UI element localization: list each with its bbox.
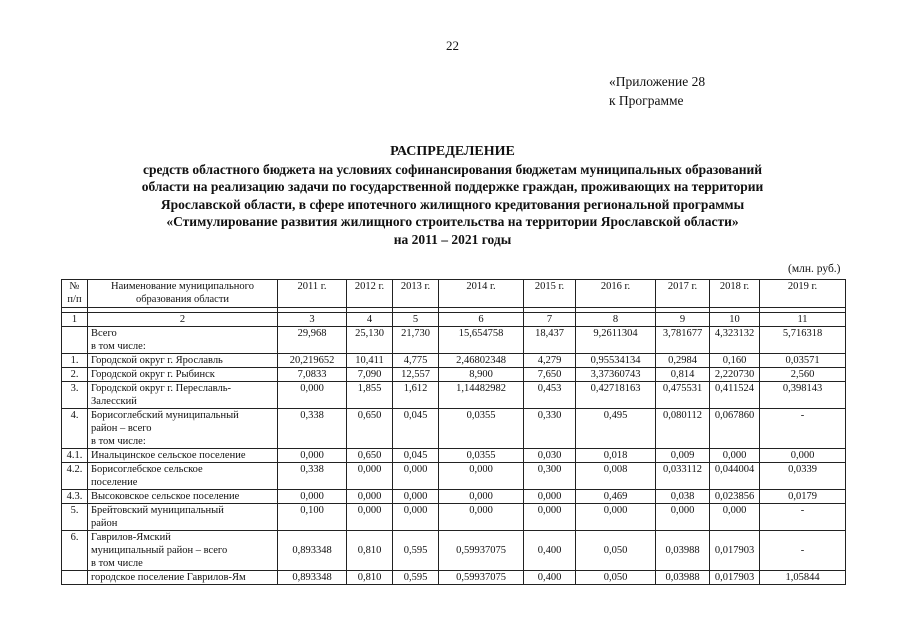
value-cell: 0,000 [439,490,524,504]
value-cell: 1,05844 [760,571,846,585]
table-row [62,504,846,531]
value-cell: 0,000 [347,504,393,531]
header-name-line: образования области [135,294,230,305]
value-cell: 0,000 [393,463,439,490]
table-row [62,368,846,382]
row-name-cell [88,327,278,354]
row-number-cell [62,571,88,585]
row-number-cell: 4. [62,409,88,449]
value-cell: 0,42718163 [576,382,656,409]
row-name-line: в том числе: [91,341,146,352]
value-cell: 0,000 [347,463,393,490]
heading-line-5: на 2011 – 2021 годы [393,231,512,247]
table-header-row [62,280,846,308]
value-cell: 0,0339 [760,463,846,490]
value-cell: 0,0179 [760,490,846,504]
row-name-line: Борисоглебское сельское [91,464,203,475]
value-cell: 0,000 [524,504,576,531]
value-cell: 0,018 [576,449,656,463]
column-number: 5 [393,313,439,327]
column-number: 9 [656,313,710,327]
value-cell: - [760,409,846,449]
header-year-cell: 2012 г. [347,280,393,308]
value-cell: 0,023856 [710,490,760,504]
value-cell: 0,59937075 [439,531,524,571]
row-number-cell: 1. [62,354,88,368]
row-number-cell: 4.1. [62,449,88,463]
value-cell: 0,0355 [439,449,524,463]
appendix-note [609,72,705,110]
value-cell: 1,612 [393,382,439,409]
row-number-cell: 6. [62,531,88,571]
value-cell: 7,650 [524,368,576,382]
value-cell: 0,338 [278,463,347,490]
value-cell: 0,000 [393,504,439,531]
value-cell: 0,030 [524,449,576,463]
header-year-cell: 2011 г. [278,280,347,308]
table-row [62,382,846,409]
row-name-line: район [91,518,118,529]
value-cell: 0,008 [576,463,656,490]
value-cell: 1,855 [347,382,393,409]
column-number: 2 [88,313,278,327]
row-name-cell [88,463,278,490]
value-cell: 0,000 [278,490,347,504]
table-row [62,463,846,490]
column-number: 4 [347,313,393,327]
value-cell: 0,03988 [656,531,710,571]
heading-title: РАСПРЕДЕЛЕНИЕ [390,144,515,159]
value-cell: 0,400 [524,571,576,585]
heading-line-4: «Стимулирование развития жилищного строительства на территории Ярославской области» [166,214,739,229]
value-cell: 0,080112 [656,409,710,449]
value-cell: 2,46802348 [439,354,524,368]
value-cell: 20,219652 [278,354,347,368]
row-name-line: Всего [91,328,117,339]
value-cell: 10,411 [347,354,393,368]
row-number-cell: 2. [62,368,88,382]
value-cell: 0,000 [656,504,710,531]
value-cell: 0,000 [439,504,524,531]
appendix-line-2: к Программе [609,93,684,108]
row-name-cell [88,368,278,382]
column-number: 7 [524,313,576,327]
column-number: 8 [576,313,656,327]
value-cell: 0,2984 [656,354,710,368]
column-number-row [62,313,846,327]
value-cell: 0,810 [347,571,393,585]
value-cell: 0,400 [524,531,576,571]
budget-table [61,279,846,585]
value-cell: 0,893348 [278,571,347,585]
value-cell: 4,323132 [710,327,760,354]
value-cell: 0,000 [393,490,439,504]
value-cell: 0,300 [524,463,576,490]
value-cell: 0,050 [576,531,656,571]
value-cell: 0,475531 [656,382,710,409]
value-cell: 8,900 [439,368,524,382]
table-row [62,449,846,463]
value-cell: 0,044004 [710,463,760,490]
value-cell: 0,000 [439,463,524,490]
row-name-line: городское поселение Гаврилов-Ям [91,572,246,583]
value-cell: 7,090 [347,368,393,382]
value-cell: 0,000 [278,382,347,409]
value-cell: 0,000 [524,490,576,504]
row-number-cell: 3. [62,382,88,409]
value-cell: 0,810 [347,531,393,571]
header-name-line: Наименование муниципального [111,281,254,292]
row-name-line: Залесский [91,396,137,407]
table-row [62,490,846,504]
value-cell: 0,95534134 [576,354,656,368]
row-name-line: Высоковское сельское поселение [91,491,240,502]
value-cell: 0,59937075 [439,571,524,585]
header-year-cell: 2017 г. [656,280,710,308]
value-cell: 15,654758 [439,327,524,354]
row-name-line: Гаврилов-Ямский [91,532,171,543]
column-number: 3 [278,313,347,327]
value-cell: 18,437 [524,327,576,354]
value-cell: 0,000 [710,504,760,531]
row-name-line: поселение [91,477,138,488]
row-name-cell [88,504,278,531]
value-cell: 0,017903 [710,571,760,585]
value-cell: 7,0833 [278,368,347,382]
value-cell: - [760,504,846,531]
header-year-cell: 2016 г. [576,280,656,308]
value-cell: 0,000 [710,449,760,463]
value-cell: 0,038 [656,490,710,504]
value-cell: 29,968 [278,327,347,354]
value-cell: 0,045 [393,449,439,463]
row-name-cell [88,449,278,463]
value-cell: 0,650 [347,409,393,449]
table-row [62,327,846,354]
value-cell: 21,730 [393,327,439,354]
header-year-cell: 2015 г. [524,280,576,308]
value-cell: 0,000 [760,449,846,463]
value-cell: 0,0355 [439,409,524,449]
row-name-line: муниципальный район – всего [91,545,228,556]
value-cell: 4,775 [393,354,439,368]
row-name-cell [88,490,278,504]
value-cell: 0,050 [576,571,656,585]
document-heading [60,143,845,248]
row-name-line: Городской округ г. Переславль- [91,383,231,394]
value-cell: 0,100 [278,504,347,531]
row-number-cell: 4.2. [62,463,88,490]
value-cell: 0,650 [347,449,393,463]
value-cell: 0,469 [576,490,656,504]
value-cell: - [760,531,846,571]
value-cell: 2,560 [760,368,846,382]
row-name-cell [88,409,278,449]
units-label: (млн. руб.) [788,263,841,275]
row-name-line: Инальцинское сельское поселение [91,450,246,461]
header-year-cell: 2018 г. [710,280,760,308]
header-year-cell: 2019 г. [760,280,846,308]
row-name-line: в том числе: [91,436,146,447]
value-cell: 0,398143 [760,382,846,409]
value-cell: 0,033112 [656,463,710,490]
value-cell: 9,2611304 [576,327,656,354]
value-cell: 0,000 [576,504,656,531]
value-cell: 0,338 [278,409,347,449]
value-cell: 0,411524 [710,382,760,409]
value-cell: 3,781677 [656,327,710,354]
row-name-line: Городской округ г. Ярославль [91,355,223,366]
row-number-cell: 4.3. [62,490,88,504]
header-num-line: № [69,281,80,292]
row-number-cell: 5. [62,504,88,531]
value-cell: 25,130 [347,327,393,354]
table-row [62,409,846,449]
table-row [62,354,846,368]
row-name-line: район – всего [91,423,152,434]
column-number: 6 [439,313,524,327]
row-name-line: в том числе [91,558,143,569]
value-cell: 0,045 [393,409,439,449]
row-name-cell [88,354,278,368]
table-row [62,531,846,571]
header-name-cell [88,280,278,308]
value-cell: 0,595 [393,531,439,571]
value-cell: 0,000 [278,449,347,463]
value-cell: 0,03571 [760,354,846,368]
row-number-cell [62,327,88,354]
row-name-line: Борисоглебский муниципальный [91,410,239,421]
row-name-cell [88,531,278,571]
value-cell: 0,03988 [656,571,710,585]
value-cell: 0,160 [710,354,760,368]
heading-line-3: Ярославской области, в сфере ипотечного жилищного кредитования региональной программы [160,196,745,212]
value-cell: 0,893348 [278,531,347,571]
value-cell: 5,716318 [760,327,846,354]
value-cell: 0,000 [347,490,393,504]
page-number: 22 [446,38,459,53]
value-cell: 0,009 [656,449,710,463]
row-name-cell [88,571,278,585]
header-year-cell: 2014 г. [439,280,524,308]
value-cell: 2,220730 [710,368,760,382]
table-row [62,571,846,585]
appendix-line-1: «Приложение 28 [609,74,706,89]
value-cell: 1,14482982 [439,382,524,409]
value-cell: 0,814 [656,368,710,382]
value-cell: 0,595 [393,571,439,585]
heading-line-1: средств областного бюджета на условиях софинансирования бюджетам муниципальных образований [142,161,763,177]
value-cell: 0,330 [524,409,576,449]
header-num-line: п/п [67,294,82,305]
row-name-cell [88,382,278,409]
header-year-cell: 2013 г. [393,280,439,308]
heading-line-2: области на реализацию задачи по государственной поддержке граждан, проживающих на территории [141,179,764,194]
value-cell: 0,453 [524,382,576,409]
header-num-cell [62,280,88,308]
column-number: 11 [760,313,846,327]
column-number: 10 [710,313,760,327]
row-name-line: Городской округ г. Рыбинск [91,369,215,380]
row-name-line: Брейтовский муниципальный [91,505,224,516]
value-cell: 0,017903 [710,531,760,571]
value-cell: 3,37360743 [576,368,656,382]
value-cell: 0,495 [576,409,656,449]
column-number: 1 [62,313,88,327]
value-cell: 4,279 [524,354,576,368]
value-cell: 0,067860 [710,409,760,449]
value-cell: 12,557 [393,368,439,382]
